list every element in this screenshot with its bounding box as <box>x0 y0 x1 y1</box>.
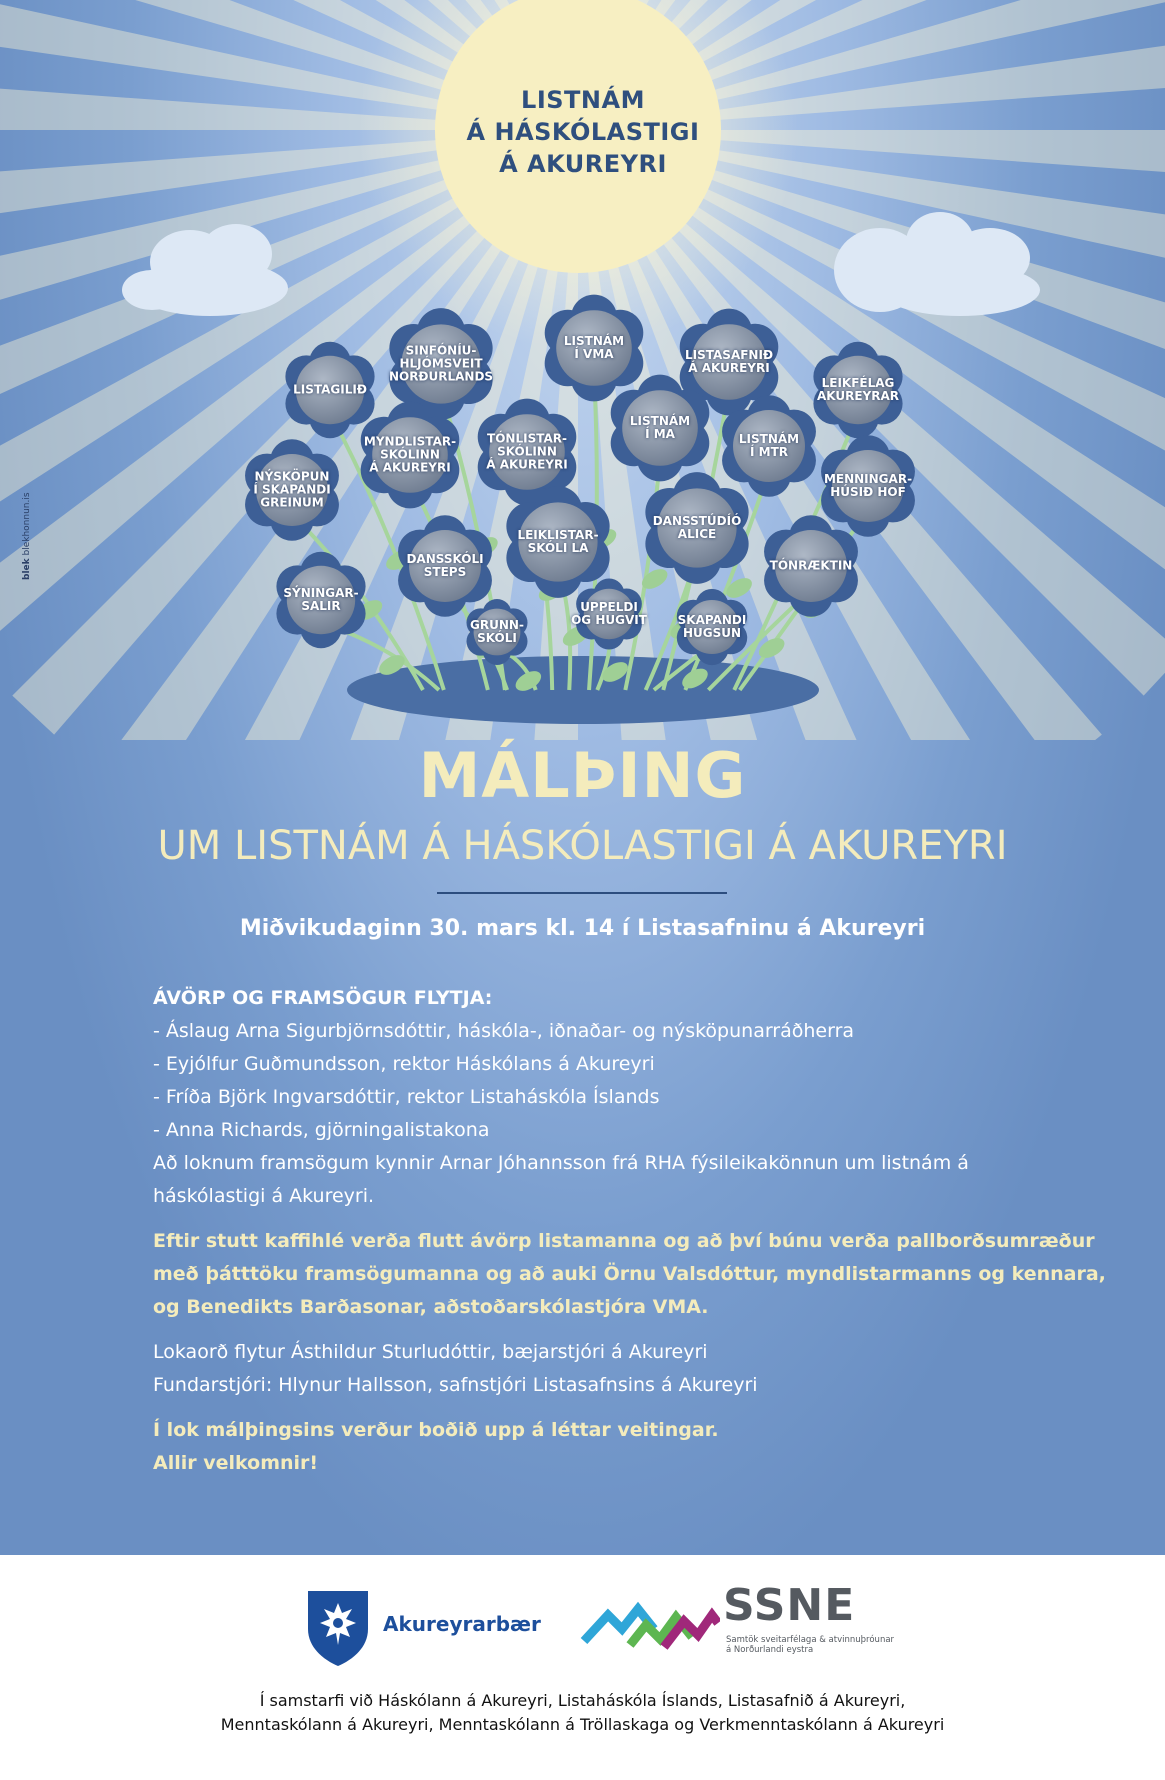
credit-brand: blek <box>22 558 32 580</box>
event-title: MÁLÞING <box>418 739 747 812</box>
flower-bed <box>347 656 819 724</box>
speaker-4: - Anna Richards, gjörningalistakona <box>153 1119 490 1141</box>
sun-title-line-3: Á AKUREYRI <box>499 150 667 178</box>
flower-label: GRUNN- SKÓLI <box>470 618 524 645</box>
event-details <box>153 982 1106 1480</box>
ssne-mountains-icon <box>580 1585 720 1665</box>
ssne-subtitle: Samtök sveitarfélaga & atvinnuþróunar á Norðurlandi eystra <box>726 1635 895 1655</box>
flower-label: LEIKLISTAR- SKÓLI LA <box>517 528 599 555</box>
speaker-3: - Fríða Björk Ingvarsdóttir, rektor Listaháskóla Íslands <box>153 1086 660 1108</box>
partners-line-1: Í samstarfi við Háskólann á Akureyri, Listaháskóla Íslands, Listasafnið á Akureyri, <box>259 1691 906 1710</box>
flower-label: LEIKFÉLAG AKUREYRAR <box>816 376 900 403</box>
footer <box>0 1555 1165 1780</box>
panel-line-2: með þátttöku framsögumanna og að auki Örnu Valsdóttur, myndlistarmanns og kennara, <box>153 1263 1106 1285</box>
flower-label: LISTASAFNIÐ Á AKUREYRI <box>685 348 773 375</box>
partners-text <box>0 1689 1165 1737</box>
speakers-heading: ÁVÖRP OG FRAMSÖGUR FLYTJA: <box>153 987 493 1009</box>
sun-title-line-2: Á HÁSKÓLASTIGI <box>466 118 700 146</box>
flower-label: SINFÓNÍU- HLJÓMSVEIT NORÐURLANDS <box>388 343 494 384</box>
flower-label: TÓNLISTAR- SKÓLINN Á AKUREYRI <box>486 431 568 472</box>
flower-label: UPPELDI OG HUGVIT <box>571 600 647 627</box>
survey-line-2: háskólastigi á Akureyri. <box>153 1185 375 1207</box>
refreshments-line-1: Í lok málþingsins verður boðið upp á léttar veitingar. <box>153 1419 719 1441</box>
refreshments-line-2: Allir velkomnir! <box>153 1452 319 1474</box>
flower-label: LISTNÁM Í MA <box>629 414 691 441</box>
flower-label: DANSSTÚDÍÓ ALICE <box>652 514 742 541</box>
flower-label: TÓNRÆKTIN <box>769 558 853 573</box>
flower-label: LISTAGILIÐ <box>293 382 367 397</box>
event-datetime: Miðvikudaginn 30. mars kl. 14 í Listasafninu á Akureyri <box>239 916 926 941</box>
speaker-1: - Áslaug Arna Sigurbjörnsdóttir, háskóla-, iðnaðar- og nýsköpunarráðherra <box>153 1020 855 1042</box>
akureyri-crest-icon <box>306 1589 370 1667</box>
flower-label: MENNINGAR- HÚSIÐ HOF <box>823 472 913 499</box>
survey-line-1: Að loknum framsögum kynnir Arnar Jóhannsson frá RHA fýsileikakönnun um listnám á <box>153 1152 969 1174</box>
akureyri-name: Akureyrarbær <box>383 1612 541 1636</box>
closing-line-1: Lokaorð flytur Ásthildur Sturludóttir, bæjarstjóri á Akureyri <box>153 1341 708 1363</box>
flower-label: SÝNINGAR- SALIR <box>283 586 359 613</box>
flower-label: DANSSKÓLI STEPS <box>406 552 484 579</box>
partners-line-2: Menntaskólann á Akureyri, Menntaskólann á Tröllaskaga og Verkmenntaskólann á Akureyri <box>220 1715 945 1734</box>
panel-line-3: og Benedikts Barðasonar, aðstoðarskólastjóra VMA. <box>153 1296 709 1318</box>
sun-title-line-1: LISTNÁM <box>521 86 645 114</box>
divider <box>437 892 727 894</box>
flower-label: NÝSKÖPUN Í SKAPANDI GREINUM <box>253 469 331 510</box>
speaker-2: - Eyjólfur Guðmundsson, rektor Háskólans á Akureyri <box>153 1053 655 1075</box>
flower-label: SKAPANDI HUGSUN <box>677 613 747 640</box>
designer-credit <box>22 492 32 580</box>
flower-label: LISTNÁM Í VMA <box>563 334 625 361</box>
credit-text: blekhonnun.is <box>22 492 32 556</box>
event-subtitle: UM LISTNÁM Á HÁSKÓLASTIGI Á AKUREYRI <box>157 823 1008 869</box>
ssne-name: SSNE <box>723 1580 856 1631</box>
closing-line-2: Fundarstjóri: Hlynur Hallsson, safnstjóri Listasafnsins á Akureyri <box>153 1374 758 1396</box>
sun-title <box>433 84 733 180</box>
flower-label: MYNDLISTAR- SKÓLINN Á AKUREYRI <box>363 434 457 475</box>
panel-line-1: Eftir stutt kaffihlé verða flutt ávörp listamanna og að því búnu verða pallborðsumræður <box>153 1230 1095 1252</box>
flower-label: LISTNÁM Í MTR <box>738 432 800 459</box>
